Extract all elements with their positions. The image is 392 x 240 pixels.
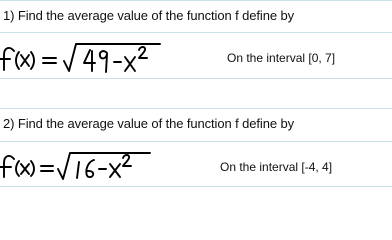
ruled-line (0, 108, 392, 109)
ruled-line (0, 141, 392, 142)
problem-1-interval: On the interval [0, 7] (227, 51, 336, 65)
problem-2-prompt: 2) Find the average value of the function f define by (3, 116, 295, 131)
problem-2-handwritten-formula (0, 146, 200, 186)
problem-2-interval: On the interval [-4, 4] (220, 160, 333, 174)
ruled-line (0, 32, 392, 33)
problem-1-prompt: 1) Find the average value of the function f define by (3, 8, 295, 23)
problem-1-handwritten-formula (0, 38, 200, 78)
ruled-line (0, 78, 392, 79)
ruled-line (0, 186, 392, 187)
ruled-line (0, 0, 392, 1)
